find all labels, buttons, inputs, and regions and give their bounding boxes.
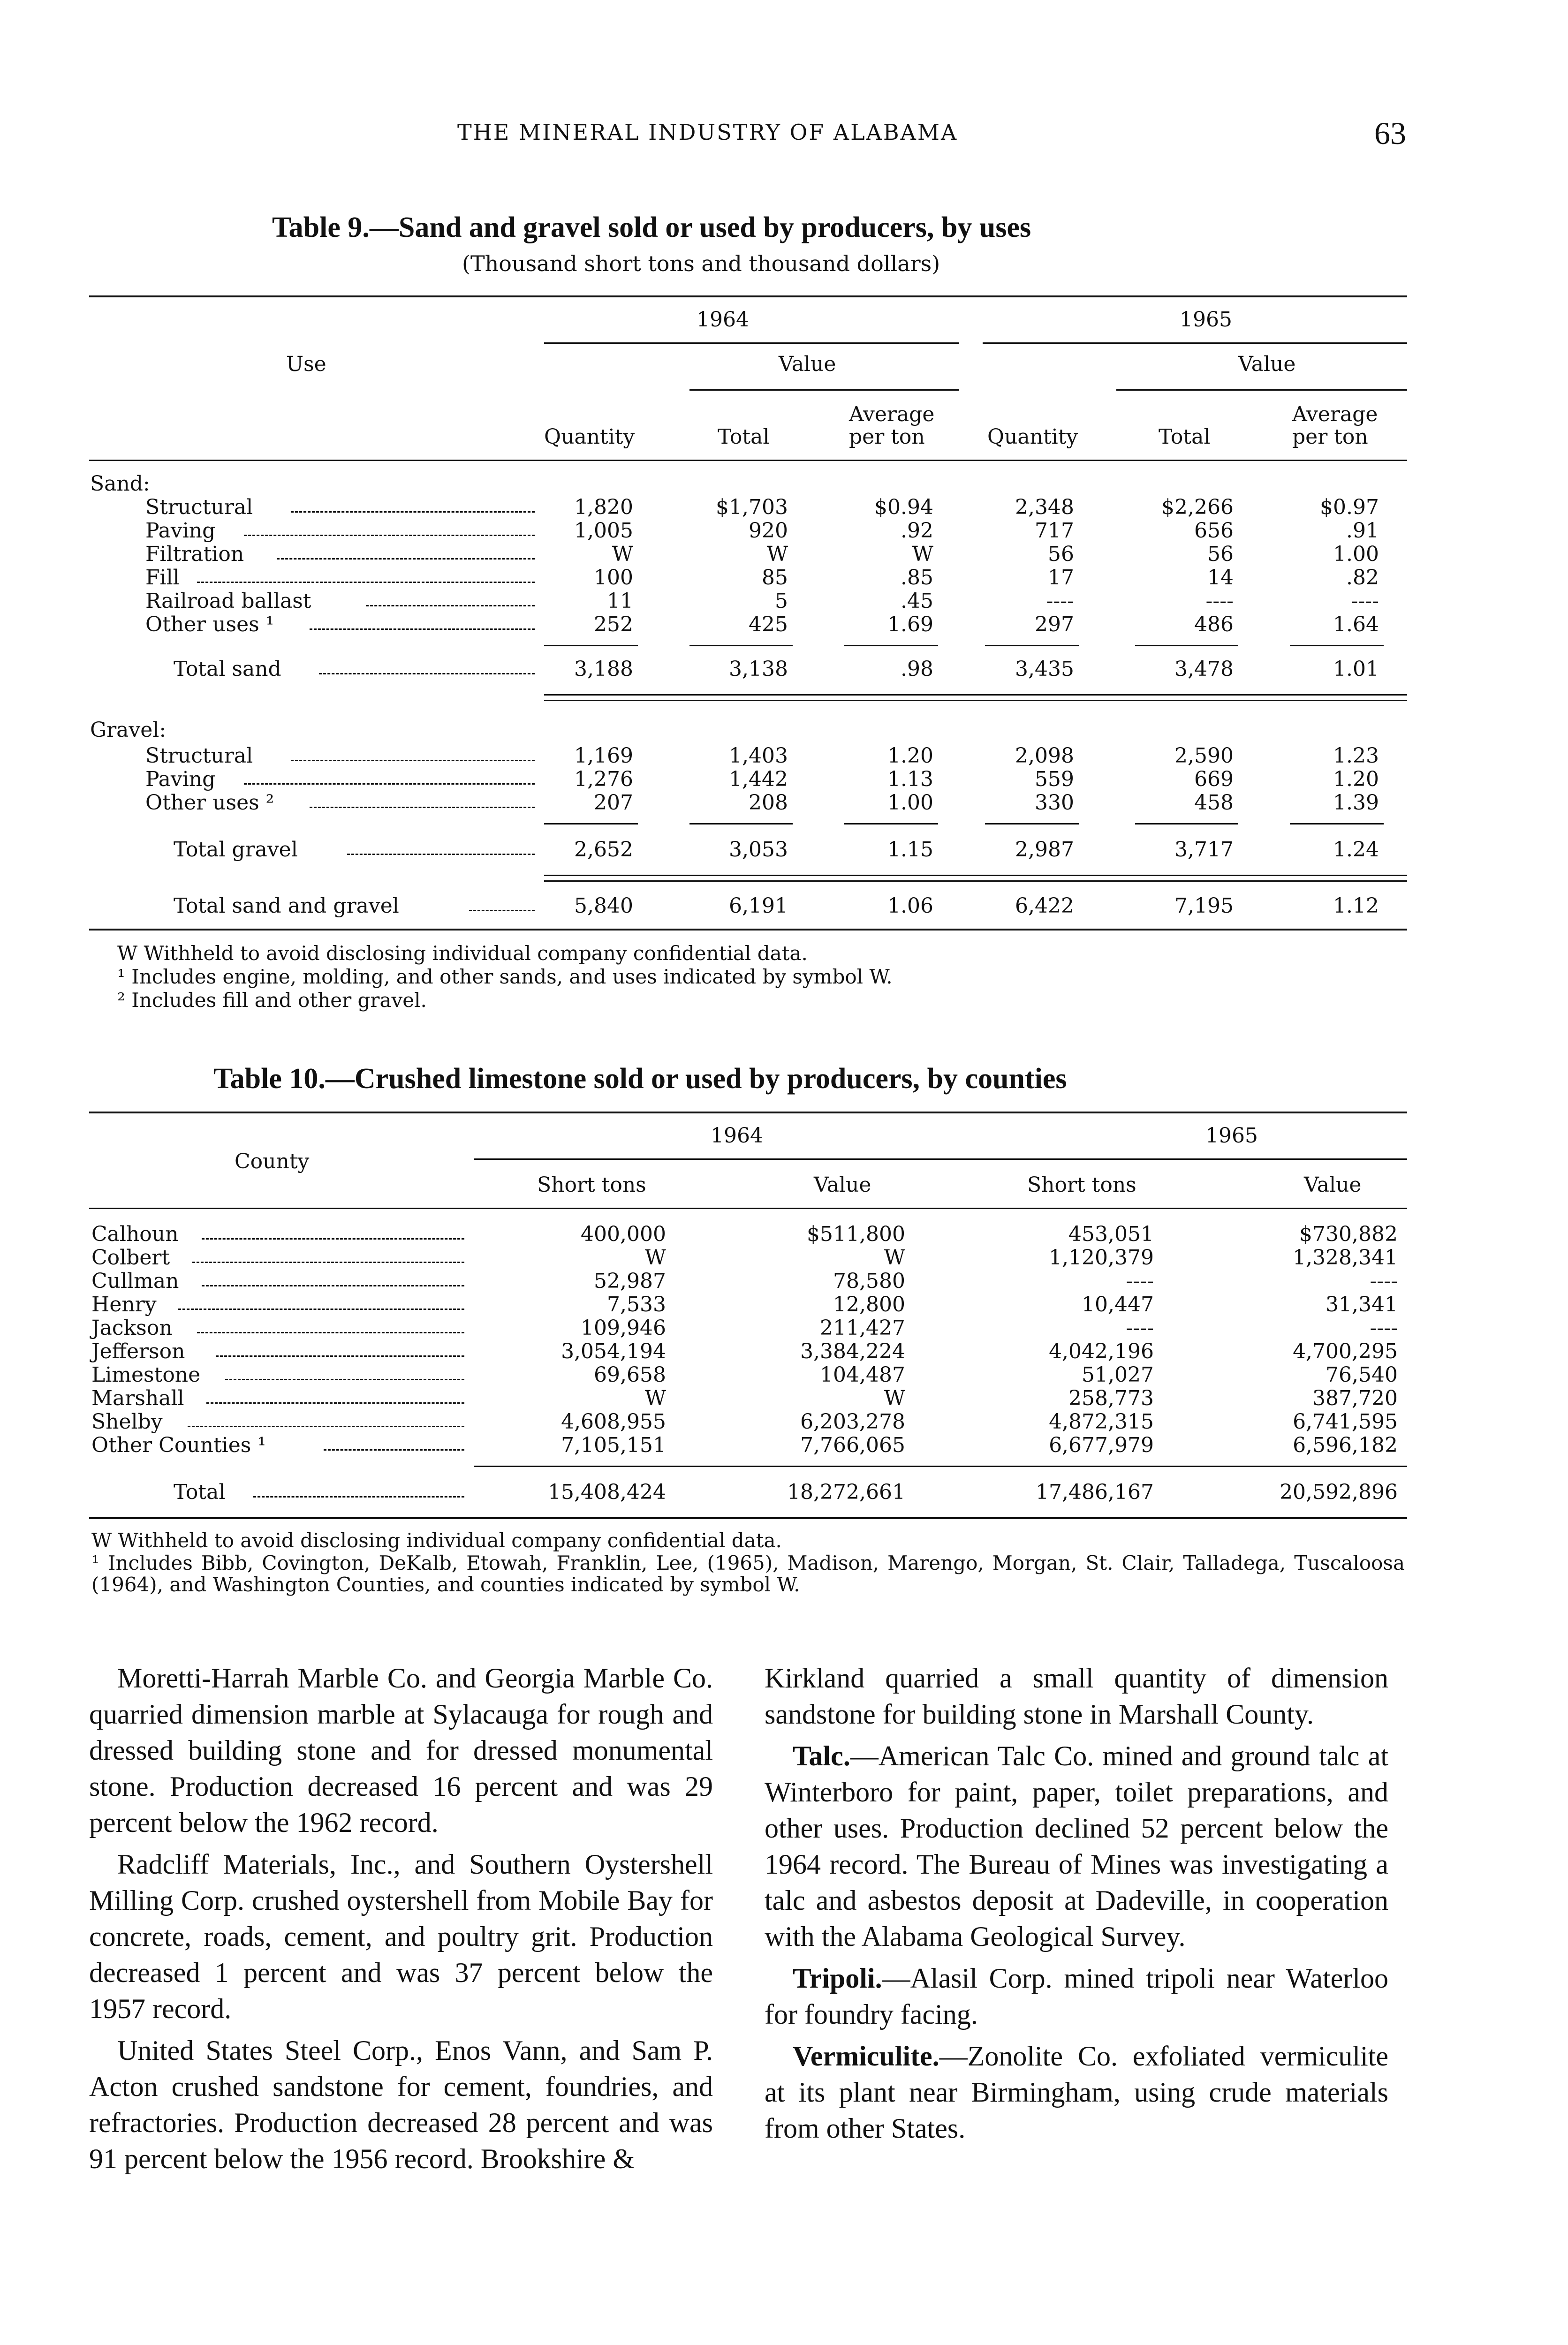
average-1964: .85 — [901, 566, 933, 590]
quantity-1964: 5,840 — [574, 894, 633, 918]
table10-year-1965: 1965 — [1205, 1124, 1258, 1148]
county-label: Limestone — [91, 1363, 201, 1387]
tons-1965: 4,872,315 — [1049, 1410, 1154, 1434]
county-label: Jefferson — [91, 1339, 185, 1363]
table9-footnote-w: W Withheld to avoid disclosing individual company confidential data. — [117, 942, 808, 965]
tons-1965: ---- — [1126, 1316, 1154, 1340]
total-1964: 425 — [749, 613, 788, 636]
leader-dots — [310, 807, 535, 808]
average-1965: 1.39 — [1333, 791, 1379, 815]
row-label: Paving — [145, 767, 216, 791]
tripoli-text: —Alasil Corp. mined tripoli near Waterloo for foundry facing. — [765, 1963, 1388, 2030]
total-1965: 486 — [1194, 613, 1234, 636]
average-1964: .98 — [901, 657, 933, 681]
average-1964: 1.15 — [887, 838, 933, 862]
value-1965: 1,328,341 — [1293, 1246, 1398, 1270]
paragraph-marble: Moretti-Harrah Marble Co. and Georgia Marble Co. quarried dimension marble at Sylacauga for rough and dressed building stone and for dressed monumental stone. Production decreased 16 percent and was 29 percent below the 1962 record. — [89, 1663, 713, 1838]
table10-year-1964: 1964 — [711, 1124, 763, 1148]
row-label: Total gravel — [174, 838, 298, 862]
subtotal-rule — [1135, 823, 1238, 825]
value-1965: 4,700,295 — [1293, 1339, 1398, 1363]
paragraph-oystershell: Radcliff Materials, Inc., and Southern Oystershell Milling Corp. crushed oystershell from Mobile Bay for concrete, roads, cement, and poultry grit. Production decreased 1 percent and was 37 percent below the 1957 record. — [89, 1849, 713, 2024]
average-1965: 1.20 — [1333, 767, 1379, 791]
average-1964: 1.13 — [887, 767, 933, 791]
tons-1965: ---- — [1126, 1269, 1154, 1293]
total-1964: $1,703 — [716, 495, 788, 519]
average-1965: 1.64 — [1333, 613, 1379, 636]
tons-1964: 3,054,194 — [561, 1339, 666, 1363]
row-label: Other uses ² — [145, 791, 274, 815]
value-1964: 7,766,065 — [800, 1433, 905, 1457]
table9-1964-rule — [544, 342, 959, 344]
subtotal-rule — [689, 645, 793, 646]
subtotal-rule — [844, 645, 938, 646]
subtotal-rule — [985, 823, 1079, 825]
tons-1964: 15,408,424 — [548, 1480, 666, 1504]
table9-col-quantity-1965: Quantity — [987, 425, 1078, 449]
value-1965: 6,741,595 — [1293, 1410, 1398, 1434]
row-label: Railroad ballast — [145, 589, 311, 613]
paragraph-talc — [765, 1738, 1388, 1955]
leader-dots — [216, 1355, 464, 1357]
quantity-1964: W — [612, 542, 633, 566]
running-title: THE MINERAL INDUSTRY OF ALABAMA — [457, 120, 958, 145]
row-label: Other uses ¹ — [145, 613, 274, 636]
row-label: Paving — [145, 519, 216, 543]
tons-1965: 4,042,196 — [1049, 1339, 1154, 1363]
paragraph-sandstone-continued: Kirkland quarried a small quantity of dimension sandstone for building stone in Marshall County. — [765, 1663, 1388, 1730]
leader-dots — [188, 1426, 464, 1427]
average-1964: 1.06 — [887, 894, 933, 918]
quantity-1964: 1,169 — [574, 744, 633, 768]
value-1965: 76,540 — [1326, 1363, 1398, 1387]
total-1965: 669 — [1194, 767, 1234, 791]
total-1964: 920 — [749, 519, 788, 543]
leader-dots — [291, 760, 535, 761]
table10-year-rule — [474, 1158, 1407, 1160]
total-1965: 3,717 — [1174, 838, 1234, 862]
leader-dots — [206, 1402, 464, 1404]
quantity-1964: 1,820 — [574, 495, 633, 519]
table9-value-1965: Value — [1238, 352, 1296, 376]
quantity-1965: 297 — [1035, 613, 1074, 636]
tons-1965: 1,120,379 — [1049, 1246, 1154, 1270]
leader-dots — [202, 1285, 464, 1286]
table9-col-quantity-1964: Quantity — [544, 425, 635, 449]
table10-col-value-1965: Value — [1304, 1173, 1362, 1197]
table9-avg-1965-a: Average — [1292, 402, 1378, 426]
table9-sand-heading: Sand: — [90, 472, 150, 496]
table10-col-tons-1964: Short tons — [537, 1173, 646, 1197]
subtotal-rule — [844, 823, 938, 825]
table9-use-header: Use — [286, 352, 326, 376]
table10-header-rule — [89, 1208, 1407, 1209]
subtotal-rule — [689, 823, 793, 825]
leader-dots — [347, 854, 535, 855]
row-label: Filtration — [145, 542, 244, 566]
tons-1964: 400,000 — [581, 1222, 666, 1246]
tons-1965: 6,677,979 — [1049, 1433, 1154, 1457]
average-1964: $0.94 — [874, 495, 933, 519]
leader-dots — [469, 910, 535, 911]
table9-avg-1964-b: per ton — [849, 425, 925, 449]
value-1964: 104,487 — [820, 1363, 905, 1387]
total-1964: 208 — [749, 791, 788, 815]
total-1965: ---- — [1205, 589, 1234, 613]
average-1965: ---- — [1351, 589, 1379, 613]
average-1965: 1.24 — [1333, 838, 1379, 862]
row-label: Structural — [145, 744, 253, 768]
quantity-1965: 717 — [1035, 519, 1074, 543]
value-1964: 211,427 — [820, 1316, 905, 1340]
total-1965: 2,590 — [1174, 744, 1234, 768]
tons-1964: W — [644, 1246, 666, 1270]
county-label: Henry — [91, 1293, 157, 1316]
table9-avg-1964-a: Average — [849, 402, 935, 426]
table9-bottom-rule — [89, 929, 1407, 930]
average-1964: W — [912, 542, 933, 566]
leader-dots — [310, 628, 535, 630]
leader-dots — [291, 511, 535, 513]
table9-footnote-2: ² Includes fill and other gravel. — [117, 989, 427, 1012]
tons-1964: 7,105,151 — [561, 1433, 666, 1457]
leader-dots — [244, 783, 535, 785]
county-label: Calhoun — [91, 1222, 179, 1246]
tons-1965: 10,447 — [1082, 1293, 1154, 1316]
left-column — [89, 1660, 713, 2183]
value-1964: 6,203,278 — [800, 1410, 905, 1434]
value-1965: 31,341 — [1326, 1293, 1398, 1316]
table10-col-value-1964: Value — [814, 1173, 871, 1197]
table9-top-rule — [89, 295, 1407, 297]
table9-1965-rule — [983, 342, 1407, 344]
total-1964: W — [766, 542, 788, 566]
quantity-1964: 2,652 — [574, 838, 633, 862]
value-1965: 387,720 — [1312, 1386, 1398, 1410]
table10-county-header: County — [235, 1150, 310, 1173]
quantity-1965: 2,098 — [1015, 744, 1074, 768]
talc-text: —American Talc Co. mined and ground talc at Winterboro for paint, paper, toilet preparations, and other uses. Production declined 52 percent below the 1964 record. The Bureau of Mines was investigating a talc and asbestos deposit at Dadeville, in cooperation with the Alabama Geological Survey. — [765, 1740, 1388, 1952]
right-column — [765, 1660, 1388, 2152]
leader-dots — [197, 582, 535, 583]
double-rule-bottom — [544, 700, 1407, 701]
quantity-1964: 1,005 — [574, 519, 633, 543]
value-1964: 18,272,661 — [787, 1480, 905, 1504]
total-1965: 7,195 — [1174, 894, 1234, 918]
table10-bottom-rule — [89, 1517, 1407, 1519]
tons-1964: 69,658 — [594, 1363, 666, 1387]
tons-1964: 4,608,955 — [561, 1410, 666, 1434]
value-1965: ---- — [1370, 1316, 1398, 1340]
value-1965: ---- — [1370, 1269, 1398, 1293]
quantity-1964: 1,276 — [574, 767, 633, 791]
leader-dots — [319, 673, 535, 674]
county-label: Jackson — [91, 1316, 173, 1340]
total-1964: 5 — [775, 589, 788, 613]
table10-title: Table 10.—Crushed limestone sold or used by producers, by counties — [213, 1063, 1067, 1095]
subtotal-rule — [1290, 823, 1384, 825]
average-1965: .82 — [1346, 566, 1379, 590]
leader-dots — [225, 1379, 464, 1380]
table9-subtitle: (Thousand short tons and thousand dollars) — [462, 251, 940, 276]
total-1965: 14 — [1207, 566, 1234, 590]
average-1964: .92 — [901, 519, 933, 543]
average-1965: 1.23 — [1333, 744, 1379, 768]
paragraph-tripoli — [765, 1960, 1388, 2033]
value-1964: 78,580 — [833, 1269, 905, 1293]
page-number: 63 — [1374, 115, 1406, 151]
county-label: Colbert — [91, 1246, 170, 1270]
average-1965: .91 — [1346, 519, 1379, 543]
quantity-1965: 2,348 — [1015, 495, 1074, 519]
table9-title: Table 9.—Sand and gravel sold or used by producers, by uses — [272, 212, 1031, 243]
table9-col-total-1965: Total — [1159, 425, 1211, 449]
subtotal-rule — [544, 645, 638, 646]
table9-value-1964-rule — [689, 389, 959, 391]
tripoli-heading: Tripoli. — [793, 1963, 882, 1994]
value-1964: 12,800 — [833, 1293, 905, 1316]
total-1965: $2,266 — [1161, 495, 1234, 519]
quantity-1965: 56 — [1048, 542, 1074, 566]
double-rule-top — [544, 694, 1407, 696]
quantity-1964: 207 — [594, 791, 633, 815]
total-1964: 6,191 — [729, 894, 788, 918]
table9-footnote-1: ¹ Includes engine, molding, and other sands, and uses indicated by symbol W. — [117, 965, 893, 988]
quantity-1964: 3,188 — [574, 657, 633, 681]
table10-total-rule — [474, 1466, 1407, 1467]
leader-dots — [178, 1309, 464, 1310]
quantity-1965: 559 — [1035, 767, 1074, 791]
subtotal-rule — [1135, 645, 1238, 646]
value-1965: 20,592,896 — [1280, 1480, 1398, 1504]
double-rule-bottom — [544, 880, 1407, 882]
subtotal-rule — [985, 645, 1079, 646]
double-rule-top — [544, 875, 1407, 876]
average-1964: 1.69 — [887, 613, 933, 636]
row-label: Fill — [145, 566, 180, 590]
county-label: Shelby — [91, 1410, 163, 1434]
table9-avg-1965-b: per ton — [1292, 425, 1368, 449]
row-label: Total sand — [174, 657, 281, 681]
total-1964: 3,138 — [729, 657, 788, 681]
leader-dots — [197, 1332, 464, 1333]
table10-footnote-1: ¹ Includes Bibb, Covington, DeKalb, Etowah, Franklin, Lee, (1965), Madison, Marengo, Morgan, St. Clair, Talladega, Tuscaloosa (1964), and Washington Counties, and counties indicated by symbol W. — [91, 1551, 1405, 1596]
total-1964: 85 — [762, 566, 788, 590]
tons-1965: 51,027 — [1082, 1363, 1154, 1387]
quantity-1964: 252 — [594, 613, 633, 636]
quantity-1965: 17 — [1048, 566, 1074, 590]
average-1965: $0.97 — [1320, 495, 1379, 519]
leader-dots — [277, 558, 535, 560]
quantity-1965: 2,987 — [1015, 838, 1074, 862]
value-1964: W — [884, 1386, 905, 1410]
tons-1965: 258,773 — [1068, 1386, 1154, 1410]
total-1965: 458 — [1194, 791, 1234, 815]
county-label: Total — [174, 1480, 226, 1504]
paragraph-sandstone: United States Steel Corp., Enos Vann, and Sam P. Acton crushed sandstone for cement, foundries, and refractories. Production decreased 28 percent and was 91 percent below the 1956 record. Brookshire & — [89, 2035, 713, 2174]
leader-dots — [192, 1262, 464, 1263]
leader-dots — [202, 1238, 464, 1240]
table9-year-1965: 1965 — [1180, 308, 1232, 332]
county-label: Cullman — [91, 1269, 179, 1293]
quantity-1965: ---- — [1046, 589, 1074, 613]
table9-col-total-1964: Total — [718, 425, 770, 449]
leader-dots — [324, 1449, 464, 1451]
total-1964: 1,403 — [729, 744, 788, 768]
total-1965: 656 — [1194, 519, 1234, 543]
table9-header-rule — [89, 460, 1407, 461]
leader-dots — [253, 1496, 464, 1498]
total-1964: 1,442 — [729, 767, 788, 791]
table9-year-1964: 1964 — [697, 308, 749, 332]
value-1965: $730,882 — [1299, 1222, 1398, 1246]
quantity-1965: 3,435 — [1015, 657, 1074, 681]
total-1965: 56 — [1207, 542, 1234, 566]
quantity-1965: 330 — [1035, 791, 1074, 815]
average-1965: 1.00 — [1333, 542, 1379, 566]
value-1964: W — [884, 1246, 905, 1270]
vermiculite-text: —Zonolite Co. exfoliated vermiculite at its plant near Birmingham, using crude materials from other States. — [765, 2041, 1388, 2144]
county-label: Marshall — [91, 1386, 184, 1410]
paragraph-vermiculite — [765, 2038, 1388, 2147]
quantity-1964: 100 — [594, 566, 633, 590]
value-1965: 6,596,182 — [1293, 1433, 1398, 1457]
table9-gravel-heading: Gravel: — [90, 718, 167, 742]
tons-1965: 453,051 — [1068, 1222, 1154, 1246]
total-1965: 3,478 — [1174, 657, 1234, 681]
table10-top-rule — [89, 1112, 1407, 1113]
table9-value-1965-rule — [1116, 389, 1407, 391]
tons-1964: W — [644, 1386, 666, 1410]
table10-col-tons-1965: Short tons — [1027, 1173, 1136, 1197]
vermiculite-heading: Vermiculite. — [793, 2041, 939, 2072]
tons-1964: 109,946 — [581, 1316, 666, 1340]
tons-1965: 17,486,167 — [1036, 1480, 1154, 1504]
value-1964: $511,800 — [807, 1222, 905, 1246]
quantity-1965: 6,422 — [1015, 894, 1074, 918]
row-label: Structural — [145, 495, 253, 519]
leader-dots — [366, 605, 535, 606]
table10-footnote-w: W Withheld to avoid disclosing individual company confidential data. — [91, 1529, 782, 1552]
value-1964: 3,384,224 — [800, 1339, 905, 1363]
average-1965: 1.12 — [1333, 894, 1379, 918]
average-1964: .45 — [901, 589, 933, 613]
subtotal-rule — [1290, 645, 1384, 646]
table9-value-1964: Value — [779, 352, 836, 376]
total-1964: 3,053 — [729, 838, 788, 862]
talc-heading: Talc. — [793, 1740, 850, 1771]
average-1965: 1.01 — [1333, 657, 1379, 681]
average-1964: 1.20 — [887, 744, 933, 768]
average-1964: 1.00 — [887, 791, 933, 815]
row-label: Total sand and gravel — [174, 894, 399, 918]
quantity-1964: 11 — [607, 589, 633, 613]
county-label: Other Counties ¹ — [91, 1433, 266, 1457]
tons-1964: 52,987 — [594, 1269, 666, 1293]
subtotal-rule — [544, 823, 638, 825]
tons-1964: 7,533 — [607, 1293, 666, 1316]
leader-dots — [244, 535, 535, 536]
